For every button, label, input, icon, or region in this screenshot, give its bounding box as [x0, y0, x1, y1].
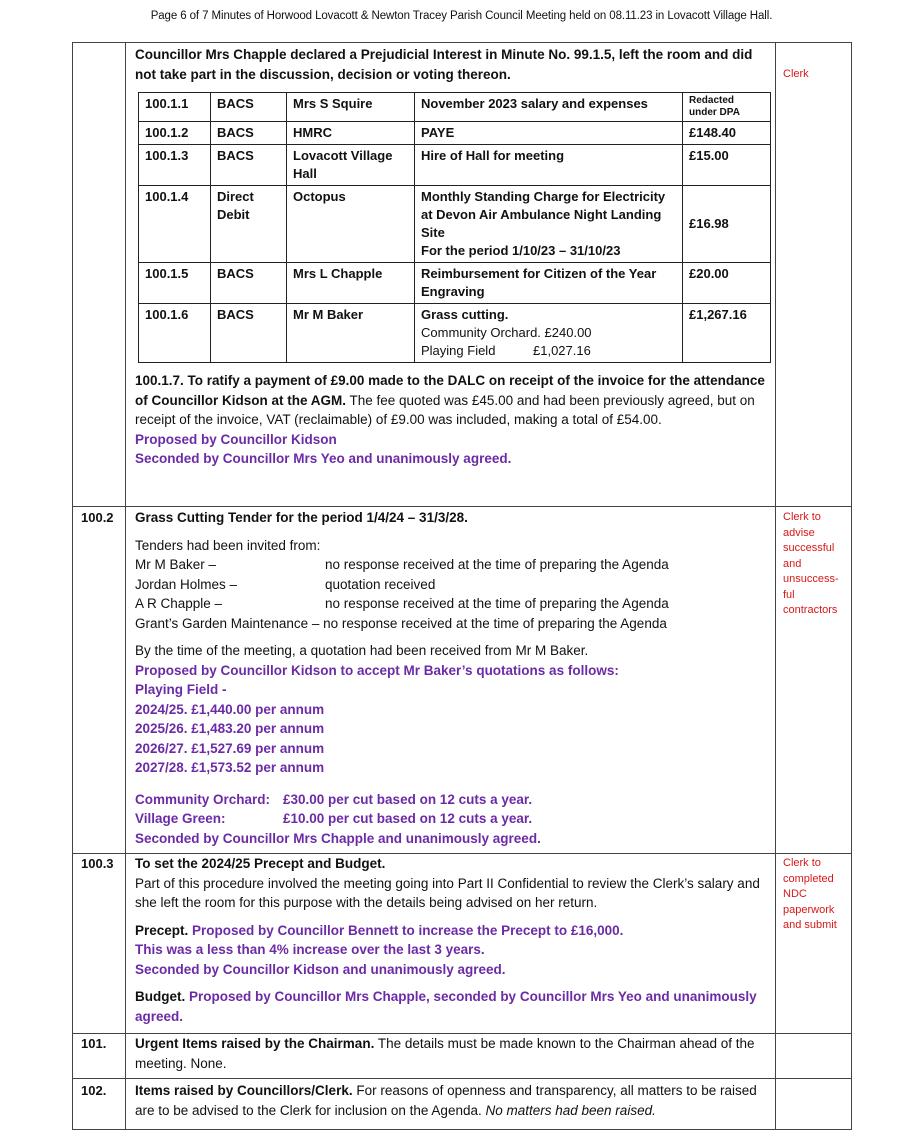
- payment-ref: 100.1.5: [139, 263, 211, 304]
- green-price: [135, 809, 771, 829]
- budget-line: [135, 987, 771, 1026]
- payment-payee: HMRC: [287, 122, 415, 145]
- minute-number: 100.3: [81, 856, 114, 871]
- payment-amount: [683, 93, 771, 122]
- councillor-items-note: No matters had been raised.: [485, 1102, 656, 1118]
- section-100-3: [135, 854, 771, 1026]
- minute-number: 102.: [81, 1083, 107, 1098]
- payment-description: November 2023 salary and expenses: [415, 93, 683, 122]
- table-row: [139, 145, 771, 186]
- payment-payee: Mrs S Squire: [287, 93, 415, 122]
- action-clerk: Clerk: [783, 68, 809, 80]
- payment-ref: 100.1.6: [139, 304, 211, 363]
- budget-label: Budget.: [135, 989, 186, 1004]
- minute-number: 101.: [81, 1036, 107, 1051]
- section-102: [135, 1081, 771, 1120]
- payment-method: BACS: [211, 304, 287, 363]
- table-row: [139, 93, 771, 122]
- payment-description-main: Monthly Standing Charge for Electricity at Devon Air Ambulance Night Landing Site: [421, 189, 666, 240]
- tender-name: A R Chapple –: [135, 596, 223, 611]
- prejudicial-interest-note: Councillor Mrs Chapple declared a Prejudicial Interest in Minute No. 99.1.5, left the room and did not take part in the discussion, decision or voting thereon.: [135, 47, 753, 82]
- annual-price: 2026/27. £1,527.69 per annum: [135, 740, 325, 756]
- payment-amount: £148.40: [683, 122, 771, 145]
- redacted-label: Redacted under DPA: [689, 95, 740, 118]
- precept-line: [135, 921, 771, 941]
- payment-ref: 100.1.3: [139, 145, 211, 186]
- tender-row-last: Grant’s Garden Maintenance – no response received at the time of preparing the Agenda: [135, 615, 667, 631]
- table-row: [139, 186, 771, 263]
- precept-note: This was a less than 4% increase over the last 3 years.: [135, 942, 485, 957]
- councillor-items: [135, 1081, 771, 1120]
- breakdown-orchard: Community Orchard. £240.00: [421, 325, 592, 340]
- tender-row: [135, 575, 771, 595]
- urgent-items-text: The details must be made known to the Chairman ahead of the meeting. None.: [135, 1036, 755, 1071]
- action-clerk-ndc: Clerk to completed NDC paperwork and submit: [783, 857, 837, 931]
- minute-number: 100.2: [81, 510, 114, 525]
- orchard-value: £30.00 per cut based on 12 cuts a year.: [283, 791, 533, 807]
- table-row: [139, 304, 771, 363]
- urgent-items: [135, 1034, 771, 1073]
- payment-description-main: Grass cutting.: [421, 307, 509, 322]
- tender-status: no response received at the time of preparing the Agenda: [325, 557, 669, 572]
- seconded-line: Seconded by Councillor Mrs Chapple and unanimously agreed.: [135, 830, 541, 846]
- payment-payee: Octopus: [287, 186, 415, 263]
- urgent-items-heading: Urgent Items raised by the Chairman.: [135, 1036, 375, 1051]
- payment-payee: Mrs L Chapple: [287, 263, 415, 304]
- ratify-heading: 100.1.7. To ratify a payment of £9.00 made to the DALC on receipt of the invoice for the attendance of Councillor Kidson at the AGM.: [135, 373, 765, 408]
- breakdown-label: Playing Field: [421, 343, 496, 358]
- payment-payee: Lovacott Village Hall: [287, 145, 415, 186]
- payment-description: PAYE: [415, 122, 683, 145]
- section-100-2: [135, 508, 771, 848]
- ratify-text: The fee quoted was £45.00 and had been previously agreed, but on receipt of the invoice, VAT (reclaimable) of £9.00 was included, making a total of £54.00.: [135, 392, 755, 427]
- councillor-items-text: For reasons of openness and transparency, all matters to be raised are to be advised to the Clerk for inclusion on the Agenda.: [135, 1083, 757, 1118]
- payment-description: [415, 186, 683, 263]
- councillor-items-heading: Items raised by Councillors/Clerk.: [135, 1083, 353, 1098]
- payments-table: [138, 92, 771, 363]
- payment-method: BACS: [211, 145, 287, 186]
- payment-method: Direct Debit: [211, 186, 287, 263]
- tender-row: [135, 555, 771, 575]
- precept-proposed: Proposed by Councillor Bennett to increase the Precept to £16,000.: [192, 922, 624, 938]
- tender-status: quotation received: [325, 576, 436, 592]
- row-divider-100-2: [73, 506, 851, 507]
- budget-text: Proposed by Councillor Mrs Chapple, seconded by Councillor Mrs Yeo and unanimously agreed.: [135, 989, 757, 1024]
- payment-payee: Mr M Baker: [287, 304, 415, 363]
- payment-amount: £1,267.16: [683, 304, 771, 363]
- table-row: [139, 263, 771, 304]
- annual-price: 2025/26. £1,483.20 per annum: [135, 721, 325, 736]
- tenders-intro: Tenders had been invited from:: [135, 537, 321, 553]
- proposed-line: Proposed by Councillor Kidson: [135, 431, 337, 447]
- proposed-line: Proposed by Councillor Kidson to accept Mr Baker’s quotations as follows:: [135, 662, 619, 678]
- meeting-note: By the time of the meeting, a quotation had been received from Mr M Baker.: [135, 643, 589, 658]
- payment-description: Hire of Hall for meeting: [415, 145, 683, 186]
- section-100-1: [135, 45, 771, 469]
- page-header: Page 6 of 7 Minutes of Horwood Lovacott & Newton Tracey Parish Council Meeting held on 08.11.23 in Lovacott Village Hall.: [150, 10, 773, 22]
- orchard-price: [135, 790, 771, 810]
- tender-name: Jordan Holmes –: [135, 576, 238, 592]
- payment-method: BACS: [211, 122, 287, 145]
- green-value: £10.00 per cut based on 12 cuts a year.: [283, 811, 533, 826]
- orchard-label: Community Orchard:: [135, 791, 271, 807]
- payment-description: Reimbursement for Citizen of the Year Engraving: [415, 263, 683, 304]
- column-divider-left: [125, 43, 126, 1129]
- breakdown-playing-field: [421, 342, 676, 360]
- precept-label: Precept.: [135, 922, 189, 938]
- payment-amount: £20.00: [683, 263, 771, 304]
- payment-ref: 100.1.4: [139, 186, 211, 263]
- section-title: Grass Cutting Tender for the period 1/4/24 – 31/3/28.: [135, 510, 468, 525]
- tender-status: no response received at the time of preparing the Agenda: [325, 596, 669, 611]
- precept-seconded: Seconded by Councillor Kidson and unanimously agreed.: [135, 961, 506, 977]
- procedure-text: Part of this procedure involved the meeting going into Part II Confidential to review the Clerk’s salary and she left the room for this purpose with the details being advised on her return.: [135, 875, 760, 910]
- column-divider-right: [775, 43, 776, 1129]
- section-101: [135, 1034, 771, 1073]
- green-label: Village Green:: [135, 811, 226, 826]
- seconded-line: Seconded by Councillor Mrs Yeo and unanimously agreed.: [135, 451, 512, 466]
- payment-method: BACS: [211, 93, 287, 122]
- section-title: To set the 2024/25 Precept and Budget.: [135, 856, 386, 871]
- payment-ref: 100.1.1: [139, 93, 211, 122]
- payment-period: For the period 1/10/23 – 31/10/23: [421, 243, 621, 258]
- playing-field-heading: Playing Field -: [135, 682, 227, 697]
- tender-row: [135, 594, 771, 614]
- ratify-paragraph: [135, 371, 771, 430]
- tender-name: Mr M Baker –: [135, 557, 217, 572]
- payment-amount: £15.00: [683, 145, 771, 186]
- table-row: [139, 122, 771, 145]
- payment-description: [415, 304, 683, 363]
- payment-method: BACS: [211, 263, 287, 304]
- payment-ref: 100.1.2: [139, 122, 211, 145]
- payment-amount: £16.98: [683, 186, 771, 263]
- minutes-table: [72, 42, 852, 1130]
- row-divider-102: [73, 1078, 851, 1079]
- breakdown-amount: £1,027.16: [533, 343, 591, 358]
- annual-price: 2027/28. £1,573.52 per annum: [135, 760, 325, 775]
- annual-price: 2024/25. £1,440.00 per annum: [135, 701, 325, 717]
- action-clerk-advise: Clerk to advise successful and unsuccess-ful contractors: [783, 511, 839, 616]
